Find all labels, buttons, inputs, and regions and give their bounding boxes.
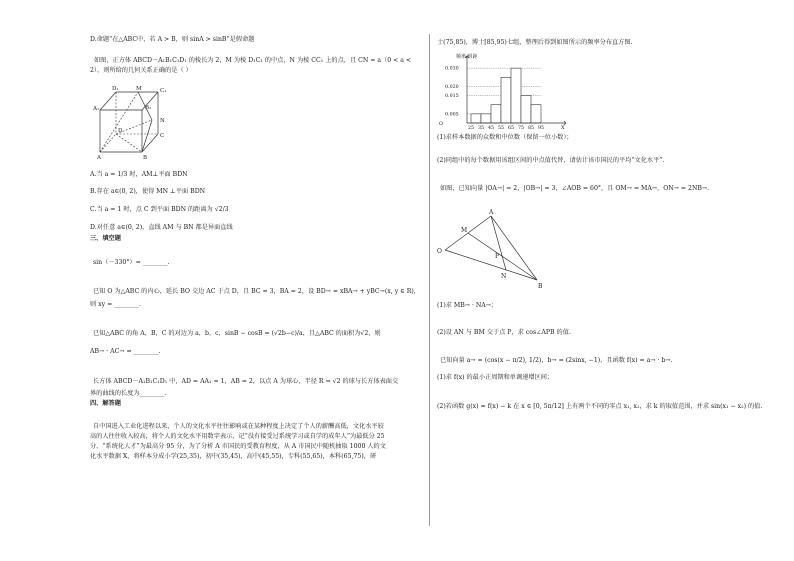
histogram-xtick-label: 45 — [488, 126, 495, 130]
histogram-bar — [501, 77, 511, 123]
fill-question-2-line-1: 已知 O 为△ABC 的内心，延长 BO 交边 AC 于点 D，且 BC = 3，BA = 2，设 BD→ = xBA→ + yBC→(x, y ∈ R)， — [93, 288, 420, 295]
section-answer-heading: 四、解答题 — [90, 400, 121, 407]
histogram-bar — [491, 105, 501, 123]
essay-stem-line-3: 分，“系统化人才”为最高分 95 分，为了分析 A 市国民的受教育程度，从 A 市国民中随机抽取 1000 人的文 — [90, 443, 386, 450]
histogram-xtick-label: 95 — [538, 126, 545, 130]
histogram-bar — [471, 114, 481, 123]
vector-question-2: (2)若函数 g(x) = f(x) − k 在 x ∈ [0, 5π/12] 上有两个不同的零点 x₁, x₂，求 k 的取值范围，并求 sin(x₁ − x₂) 的值. — [437, 403, 763, 410]
cube-question-stem-2: 2），则所给的几何关系正确的是（ ） — [90, 67, 192, 74]
essay-stem-line-4: 化水平数据 X，将样本分成小学(25,35)，初中(35,45)，高中(45,55)，专科(55,65)，本科(65,75)，研 — [90, 453, 377, 460]
histogram-xtick-label: 35 — [478, 126, 485, 130]
vector-question-stem: 已知向量 a→ = (cos(x − π/2), 1/2)，b→ = (2sinx, −1)，且函数 f(x) = a→ · b→. — [440, 357, 673, 364]
essay-stem-continued: 士(75,85)，博士[85,95)七组，整理后得到如图所示的频率分布直方图. — [437, 39, 633, 46]
essay-stem-line-1: 自中国进入工业化进程以来，个人的文化水平往往影响或在某种程度上决定了个人的薪酬高低，文化水平较 — [93, 423, 384, 430]
cube-label-m: M — [136, 86, 142, 92]
triangle-label-p: P — [495, 253, 500, 260]
column-divider — [429, 34, 430, 526]
triangle-label-m: M — [461, 227, 468, 234]
triangle-question-2: (2)设 AN 与 BM 交于点 P，求 cos∠APB 的值. — [437, 329, 571, 336]
option-d: D.对任意 a∈(0, 2)，直线 AM 与 BN 都是异面直线 — [90, 224, 233, 231]
histogram-xtick-label: 25 — [468, 126, 475, 130]
fill-question-2-line-2: 则 xy = ________. — [90, 301, 141, 308]
histogram-bar — [511, 68, 521, 123]
histogram-ytick-label: 0.020 — [445, 85, 459, 91]
cube-question-stem-1: 如图，正方体 ABCD－A₁B₁C₁D₁ 的棱长为 2，M 为棱 D₁C₁ 的中点，N 为棱 CC₁ 上的点，且 CN = a（0 < a < — [94, 57, 412, 64]
histogram-ylabel: 频率/组距 — [456, 54, 478, 60]
fill-question-3-line-2: AB→ · AC→ = ________. — [90, 348, 161, 355]
prev-option-d: D.命题“在△ABC中，若 A > B，则 sinA > sinB”是假命题 — [90, 36, 255, 43]
fill-question-1: sin（－330°）= ________. — [93, 259, 170, 266]
cube-figure — [90, 82, 180, 162]
histogram-ytick-label: 0.030 — [445, 66, 459, 72]
histogram-xtick-label: 55 — [498, 126, 505, 130]
cube-label-b: B — [143, 155, 148, 161]
histogram-bar — [531, 105, 541, 123]
triangle-figure — [437, 204, 557, 290]
histogram-bar — [521, 96, 531, 123]
cube-label-b1: B₁ — [145, 105, 152, 111]
frequency-histogram — [437, 50, 577, 130]
option-b: B.存在 a∈(0, 2)，使得 MN ⊥平面 BDN — [90, 188, 206, 195]
cube-label-c1: C₁ — [160, 88, 167, 94]
fill-question-3-line-1: 已知△ABC 的角 A，B，C 的对边为 a，b，c，sinB − cosB = (√2b−c)/a，且△ABC 的面积为√2，则 — [93, 330, 381, 337]
section-fill-in-heading: 三、填空题 — [90, 235, 121, 242]
histogram-ytick-label: 0.005 — [445, 112, 459, 118]
cube-label-d: D — [118, 128, 123, 134]
triangle-label-a: A — [489, 209, 494, 216]
triangle-question-stem: 如图，已知向量 |OA→| = 2，|OB→| = 3，∠AOB = 60°，且 OM→ = MA→，ON→ = 2NB→. — [440, 185, 710, 192]
vector-question-1: (1)求 f(x) 的最小正周期和单调递增区间； — [437, 374, 554, 381]
option-c: C.当 a = 1 时，点 C 到平面 BDN 的距离为 √2/3 — [90, 206, 229, 213]
histogram-xlabel: X — [561, 125, 565, 130]
histogram-xtick-label: 65 — [508, 126, 515, 130]
histogram-ytick-label: 0.015 — [445, 94, 459, 100]
cube-label-a: A — [97, 155, 101, 161]
triangle-label-b: B — [538, 283, 543, 290]
triangle-label-n: N — [501, 273, 507, 280]
essay-stem-line-2: 高的人往往收入较高，将个人的文化水平用数字表示，记“没有接受过系统学习或自学的成年人”为最低分 25 — [90, 433, 385, 440]
cube-label-n: N — [160, 118, 165, 124]
cube-label-d1: D₁ — [112, 86, 119, 92]
histogram-origin: O — [439, 121, 444, 127]
triangle-label-o: O — [437, 248, 442, 255]
hist-question-1: (1)求样本数据的众数和中位数（保留一位小数）； — [437, 134, 573, 141]
option-a: A.当 a = 1/3 时，AM⊥平面 BDN — [90, 171, 188, 178]
fill-question-4-line-1: 长方体 ABCD－A₁B₁C₁D₁ 中，AD = AA₁ = 1，AB = 2，以点 A 为球心，半径 R = √2 的球与长方体表面交 — [93, 378, 399, 385]
histogram-bar — [481, 114, 491, 123]
cube-label-a1: A₁ — [93, 106, 100, 112]
cube-label-c: C — [160, 133, 165, 139]
histogram-xtick-label: 75 — [518, 126, 525, 130]
histogram-xtick-label: 85 — [528, 126, 535, 130]
hist-question-2: (2)同组中的每个数据用该组区间的中点值代替，请估计该市国民的平均“文化水平”. — [437, 157, 665, 164]
triangle-question-1: (1)求 MB→ · NA→； — [437, 302, 498, 309]
fill-question-4-line-2: 界的曲线的长度为________. — [90, 390, 167, 397]
